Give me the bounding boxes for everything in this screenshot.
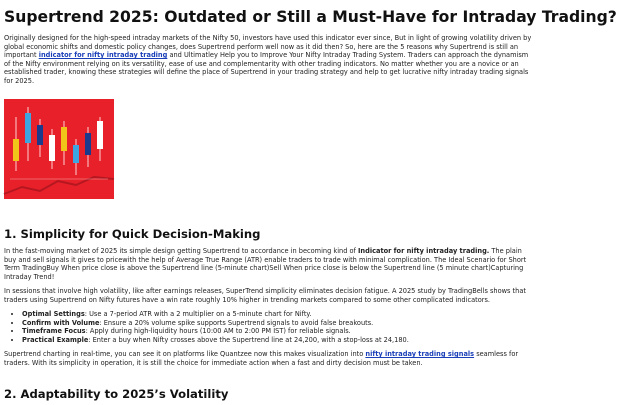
list-item-label: Timeframe Focus [22, 327, 86, 335]
section1-heading: 1. Simplicity for Quick Decision-Making [4, 227, 261, 241]
list-item [22, 336, 536, 345]
section2-heading: 2. Adaptability to 2025’s Volatility [4, 387, 229, 401]
tips-list [4, 310, 536, 344]
section1-p1-start: In the fast-moving market of 2025 its simple design getting Supertrend to accordance in becoming kind of [4, 247, 358, 255]
section1-p3-start: Supertrend charting in real-time, you can see it on platforms like Quantzee now this makes visualization into [4, 350, 366, 358]
list-item-text: : Use a 7-period ATR with a 2 multiplier on a 5-minute chart for Nifty. [84, 310, 312, 318]
article-title: Supertrend 2025: Outdated or Still a Must-Have for Intraday Trading? [4, 8, 617, 26]
section1-paragraph-2: In sessions that involve high volatility, like after earnings releases, SuperTrend simplicity eliminates decision fatigue. A 2025 study by TradingBells shows that traders using Supertrend on Nifty futures have a win rate roughly 10% higher in trending markets compared to some other complicated indicators. [4, 287, 526, 304]
section1-paragraph-1 [4, 247, 536, 281]
list-item-label: Practical Example [22, 335, 89, 344]
list-item-label: Optimal Settings [22, 310, 85, 318]
section1-p1-bold: Indicator for nifty intraday trading. [357, 247, 490, 255]
indicator-link[interactable]: indicator for nifty intraday trading [38, 51, 168, 59]
candlestick-chart-image [4, 99, 114, 199]
section1-p1-end: The plain buy and sell signals it gives to pricewith the help of Average True Range (ATR) enable traders to trade with minimal complication. The Ideal Scenario for Short Term TradingBuy When price close is above the Supertrend line (5-minute chart)Sell When price close is below the Supertrend line (5 minute chart)Capturing Intraday Trend! [4, 247, 527, 281]
list-item-text: : Apply during high-liquidity hours (10:00 AM to 2:00 PM IST) for reliable signals. [85, 327, 351, 335]
list-item [22, 319, 536, 328]
signals-link[interactable]: nifty intraday trading signals [365, 350, 475, 358]
section1-p3-end: seamless for traders. With its simplicity in operation, it is still the choice for immediate action when a fast and dirty decision must be taken. [4, 350, 519, 367]
list-item-label: Confirm with Volume [22, 318, 100, 327]
list-item [22, 310, 536, 319]
intro-paragraph [4, 34, 536, 85]
list-item-text: : Enter a buy when Nifty crosses above the Supertrend line at 24,200, with a stop-loss at 24,180. [88, 335, 409, 344]
intro-text-end: and Ultimatley Help you to Improve Your Nifty Intraday Trading System. Traders can approach the dynamism of the Nifty environment relying on its versatility, ease of use and complementarity with other trading indicators. No matter whether you are a novice or an established trader, knowing these strategies will define the place of Supertrend in your trading strategy and help to get lucrative nifty intraday trading signals for 2025. [4, 51, 529, 85]
intro-text-start: Originally designed for the high-speed intraday markets of the Nifty 50, investors have used this indicator ever since, But in light of growing volatility driven by global economic shifts and domestic policy changes, does Supertrend perform well now as it did then? So, here are the 5 reasons why Supertrend is still an important [4, 34, 532, 59]
list-item [22, 327, 536, 336]
list-item-text: : Ensure a 20% volume spike supports Supertrend signals to avoid false breakouts. [99, 318, 374, 327]
section1-paragraph-3 [4, 350, 536, 367]
